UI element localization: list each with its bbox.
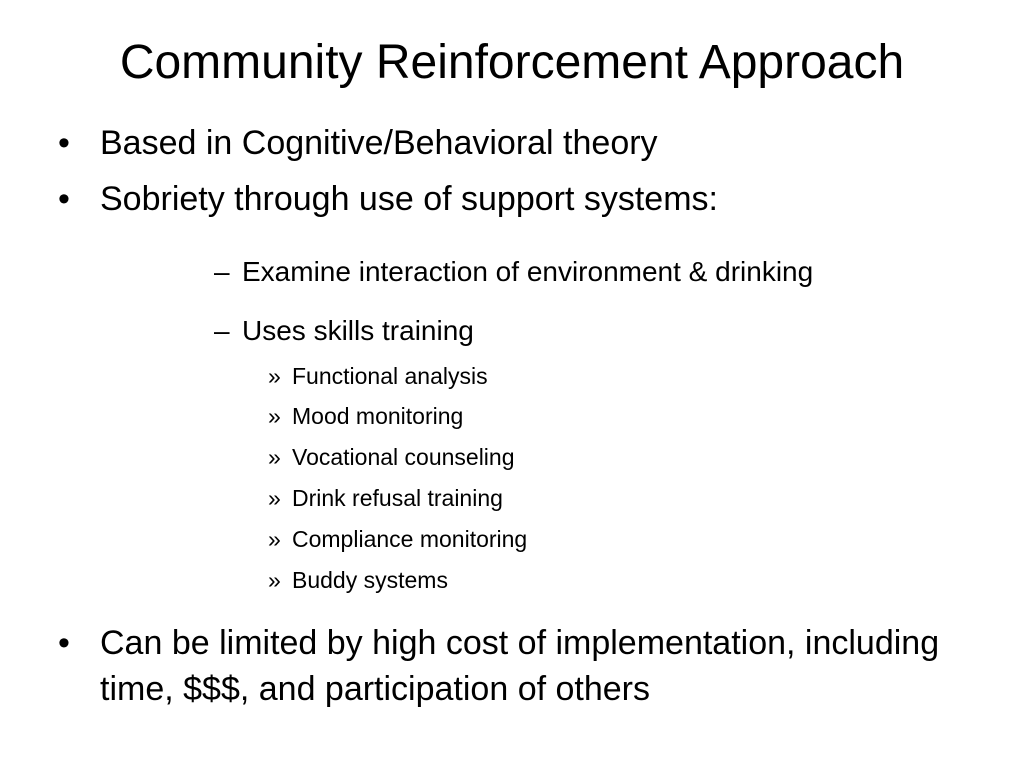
skill-text: Vocational counseling (292, 444, 515, 470)
skill-text: Mood monitoring (292, 403, 464, 429)
bullet-glyph: • (58, 124, 70, 162)
slide-title: Community Reinforcement Approach (119, 36, 905, 89)
dash-glyph: – (214, 256, 230, 287)
chevron-glyph: » (268, 485, 281, 511)
chevron-glyph: » (268, 526, 281, 552)
skill-text: Buddy systems (292, 567, 448, 593)
bullet-text: Based in Cognitive/Behavioral theory (100, 124, 658, 162)
chevron-glyph: » (268, 567, 281, 593)
dash-glyph: – (214, 315, 230, 346)
skill-text: Compliance monitoring (292, 526, 528, 552)
skill-text: Drink refusal training (292, 485, 503, 511)
bullet-text: Sobriety through use of support systems: (100, 180, 718, 218)
chevron-glyph: » (268, 403, 281, 429)
chevron-glyph: » (268, 444, 281, 470)
bullet-text: Can be limited by high cost of implementation, including time, $$$, and participation of others (100, 624, 940, 708)
sub-bullet-text: Uses skills training (242, 315, 474, 346)
bullet-glyph: • (58, 624, 70, 662)
bullet-glyph: • (58, 180, 70, 218)
chevron-glyph: » (268, 363, 281, 389)
sub-bullet-text: Examine interaction of environment & drinking (242, 256, 814, 287)
skill-text: Functional analysis (292, 363, 488, 389)
